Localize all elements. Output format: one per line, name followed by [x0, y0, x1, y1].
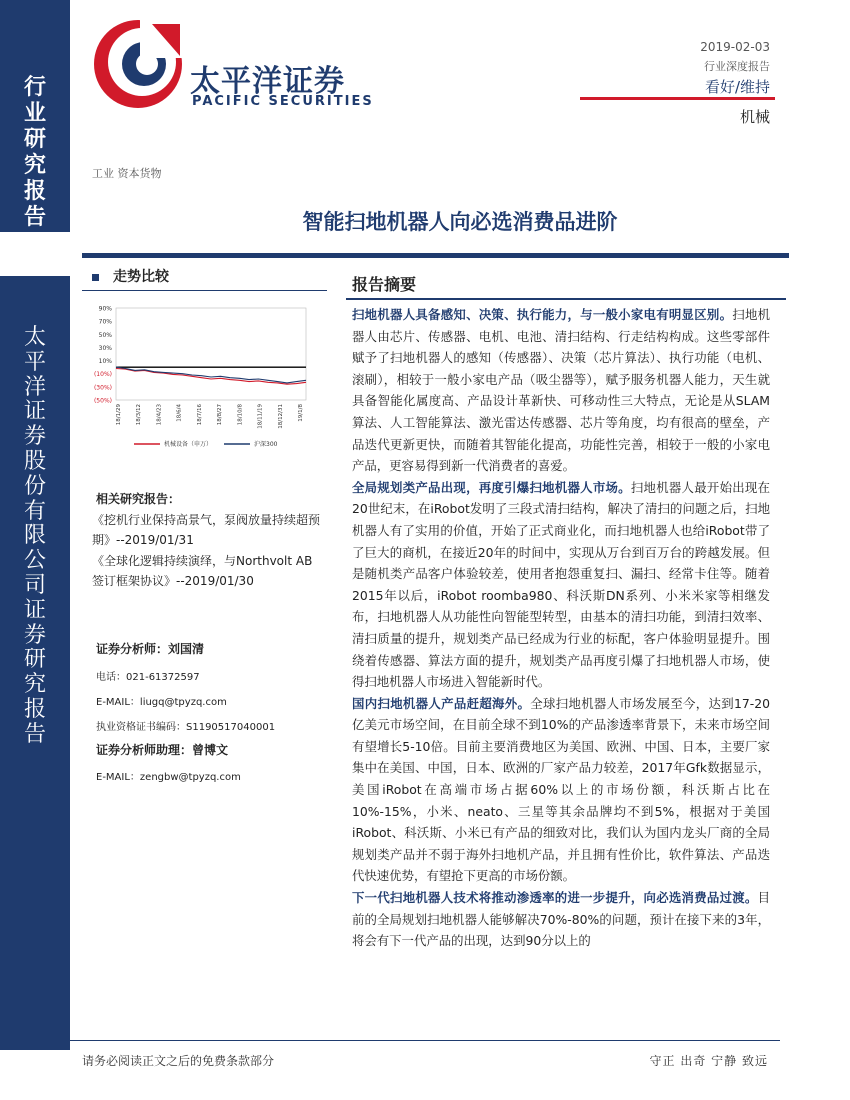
band-company-char: 券: [23, 622, 46, 648]
left-band: [0, 0, 70, 1050]
band-company-char: 研: [23, 647, 46, 673]
x-tick-label: 18/3/12: [136, 404, 143, 426]
assistant-email[interactable]: E-MAIL：zengbw@tpyzq.com: [96, 772, 241, 783]
y-tick-label: (50%): [93, 397, 112, 405]
sector-label: 工业 资本货物: [92, 167, 162, 180]
band-company-char: 有: [23, 498, 46, 524]
paragraph-lead: 下一代扫地机器人技术将推动渗透率的进一步提升，向必选消费品过渡。: [352, 890, 758, 906]
footer-divider: [70, 1040, 780, 1041]
rating: 看好/维持: [704, 78, 770, 96]
y-tick-label: 50%: [98, 331, 112, 339]
paragraph-text: 目前的全局规划扫地机器人能够解决70%-80%的问题，预计在接下来的3年，将会有下一代产品的出现，达到90分以上的: [352, 890, 770, 949]
abstract-paragraph: [352, 304, 770, 477]
band-company-char: 平: [23, 349, 46, 375]
assistant-heading: 证券分析师助理：曾博文: [96, 743, 229, 757]
trend-heading-label: 走势比较: [113, 269, 169, 285]
y-tick-label: (30%): [93, 384, 112, 392]
band-title-char: 业: [23, 100, 46, 126]
band-company-char: 司: [23, 572, 46, 598]
band-company-char: 究: [23, 672, 46, 698]
band-company-char: 公: [23, 548, 46, 574]
footer-motto: 守正 出奇 宁静 致远: [649, 1054, 768, 1068]
analyst-heading: 证券分析师：刘国清: [96, 642, 205, 656]
report-type: 行业深度报告: [704, 60, 770, 73]
logo-english-name: PACIFIC SECURITIES: [192, 94, 374, 109]
band-title-char: 究: [23, 152, 46, 178]
pacific-securities-logo-icon: [92, 18, 184, 110]
band-title-char: 报: [23, 178, 46, 204]
bullet-square-icon: [92, 274, 99, 281]
trend-chart: [82, 298, 322, 468]
band-gap: [0, 232, 70, 276]
series-line: [116, 367, 306, 383]
y-tick-label: 30%: [98, 344, 112, 352]
abstract-body: [352, 304, 770, 952]
abstract-paragraph: [352, 693, 770, 887]
analyst-phone: 电话：021-61372597: [96, 672, 200, 683]
band-company-char: 告: [23, 721, 46, 747]
related-report-item[interactable]: 《全球化逻辑持续演绎，与Northvolt AB签订框架协议》--2019/01/30: [92, 554, 313, 588]
page-title: 智能扫地机器人向必选消费品进阶: [302, 209, 618, 234]
abstract-divider: [346, 298, 786, 300]
rating-divider: [580, 97, 775, 100]
band-company-char: 证: [23, 399, 46, 425]
legend-label: 机械设备（申万）: [164, 441, 213, 449]
related-reports-heading: 相关研究报告：: [96, 492, 181, 506]
abstract-heading: 报告摘要: [352, 275, 417, 294]
x-tick-label: 18/7/16: [196, 404, 203, 426]
plot-area: [116, 308, 306, 400]
analyst-email[interactable]: E-MAIL：liugq@tpyzq.com: [96, 697, 227, 708]
paragraph-text: 扫地机器人由芯片、传感器、电机、电池、清扫结构、行走结构构成。这些零部件赋予了扫地机器人的感知（传感器）、决策（芯片算法）、执行功能（电机、滚刷），相较于一般小家电产品（吸尘器等），赋予服务机器人能力，天生就具备智能化属度高、产品设计革新快、可移动性三大特点，无论是从SLAM算法、人工智能算法、激光雷达传感器、芯片等角度，均有很高的壁垒，产品迭代更新更快，而随着其智能化提高，功能性完善，相较于一般的小家电产品，更容易得到新一代消费者的喜爱。: [352, 307, 771, 474]
analyst-certificate: 执业资格证书编码：S1190517040001: [96, 722, 276, 733]
related-report-item[interactable]: 《挖机行业保持高景气，泵阀放量持续超预期》--2019/01/31: [92, 513, 321, 547]
x-tick-label: 18/6/4: [176, 404, 183, 422]
band-title-char: 行: [23, 74, 46, 100]
band-company-char: 份: [23, 473, 46, 499]
paragraph-text: 扫地机器人最开始出现在20世纪末，在iRobot发明了三段式清扫结构，解决了清扫的问题之后，扫地机器人有了实用的价值，开始了正式商业化，而扫地机器人也给iRobot带了了巨大的商机，在接近20年的时间中，实现从万台到百万台的跨越发展。但是随机类产品客户体验较差，使用者抱怨重复扫、漏扫、经常卡住等。随着2015年以后，iRobot roomba980、科沃斯DN系列、小米米家等相继发布，扫地机器人从功能性向智能型转型，由基本的清扫功能，到清扫效率、清扫质量的提升，规划类产品已经成为行业的标配，客户体验明显提升。围绕着传感器、算法方面的提升，规划类产品再度引爆了扫地机器人市场，使得扫地机器人市场进入智能新时代。: [352, 479, 771, 690]
x-tick-label: 18/4/23: [156, 404, 163, 426]
x-tick-label: 19/1/8: [298, 404, 304, 422]
paragraph-lead: 全局规划类产品出现，再度引爆扫地机器人市场。: [352, 479, 631, 495]
logo-chinese-name: 太平洋证券: [190, 64, 345, 99]
x-tick-label: 18/1/29: [116, 404, 122, 426]
trend-heading: [92, 266, 169, 286]
report-date: 2019-02-03: [700, 40, 770, 54]
industry: 机械: [739, 108, 770, 126]
y-tick-label: (10%): [93, 371, 112, 379]
band-company-char: 洋: [23, 374, 46, 400]
legend-label: 沪深300: [254, 441, 278, 449]
title-divider: [82, 253, 789, 258]
paragraph-text: 全球扫地机器人市场发展至今，达到17-20亿美元市场空间，在目前全球不到10%的产品渗透率背景下，未来市场空间有望增长5-10倍。目前主要消费地区为美国、欧洲、中国、日本，主要厂家集中在美国、中国，日本、欧洲的厂家产品力较差，2017年Gfk数据显示，美国iRobot在高端市场占据60%以上的市场份额，科沃斯占比在10%-15%，小米、neato、三星等其余品牌均不到5%，根据对于美国iRobot、科沃斯、小米已有产品的细致对比，我们认为国内龙头厂商的全局规划类产品并不弱于海外扫地机产品，并且拥有性价比，软件算法、产品迭代快速优势，有望抢下更高的市场份额。: [352, 695, 770, 884]
paragraph-lead: 扫地机器人具备感知、决策、执行能力，与一般小家电有明显区别。: [352, 307, 733, 322]
y-tick-label: 90%: [98, 305, 112, 313]
paragraph-lead: 国内扫地机器人产品赶超海外。: [352, 695, 531, 711]
band-title-char: 告: [23, 204, 46, 230]
x-tick-label: 18/8/27: [217, 404, 224, 426]
x-tick-label: 18/11/19: [257, 404, 264, 429]
band-company-char: 券: [23, 424, 46, 450]
band-company-name: [0, 326, 70, 748]
abstract-paragraph: [352, 477, 770, 693]
band-company-char: 太: [23, 325, 46, 350]
y-tick-label: 10%: [98, 358, 112, 366]
y-tick-label: 70%: [98, 318, 112, 326]
abstract-paragraph: [352, 887, 770, 952]
footer-disclaimer: 请务必阅读正文之后的免费条款部分: [82, 1054, 275, 1068]
band-company-char: 股: [23, 448, 46, 474]
band-company-char: 证: [23, 597, 46, 623]
band-title-char: 研: [23, 126, 46, 152]
x-tick-label: 18/12/31: [277, 404, 284, 429]
band-company-char: 报: [23, 696, 46, 722]
trend-divider: [82, 290, 327, 291]
band-title: [0, 74, 70, 230]
band-company-char: 限: [23, 523, 46, 549]
x-tick-label: 18/10/8: [237, 404, 244, 426]
